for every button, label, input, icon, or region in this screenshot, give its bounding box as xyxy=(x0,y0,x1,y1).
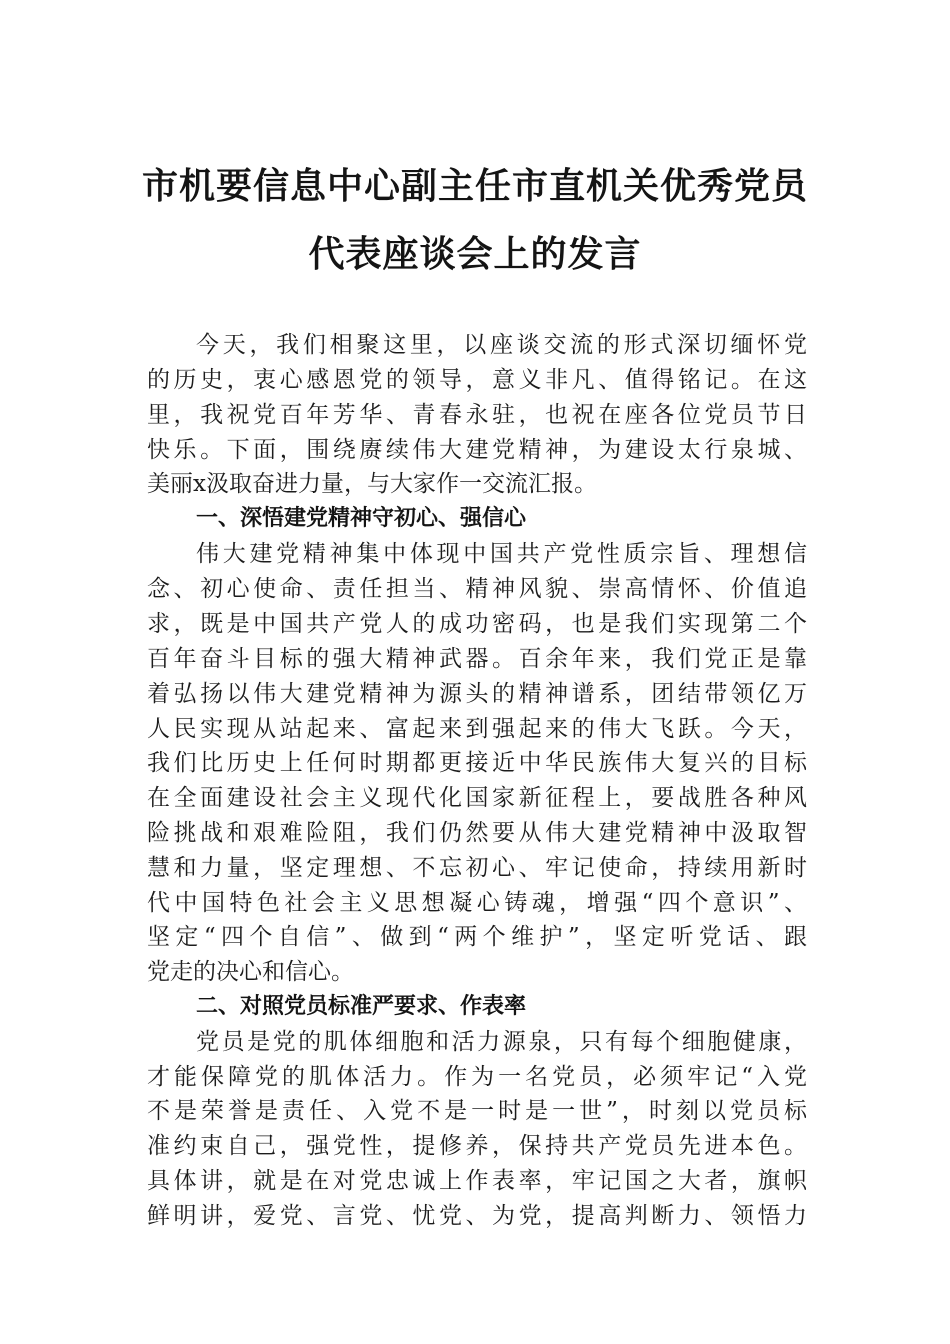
paragraph-1-line: 里，我祝党百年芳华、青春永驻，也祝在座各位党员节日 xyxy=(147,402,807,428)
paragraph-2-line: 我们比历史上任何时期都更接近中华民族伟大复兴的目标 xyxy=(147,750,807,776)
paragraph-3-line: 准约束自己，强党性，提修养，保持共产党员先进本色。 xyxy=(147,1133,807,1159)
paragraph-3-line: 才能保障党的肌体活力。作为一名党员，必须牢记“入党 xyxy=(147,1064,807,1090)
paragraph-2-line: 慧和力量，坚定理想、不忘初心、牢记使命，持续用新时 xyxy=(147,855,807,881)
paragraph-2-line: 坚定“四个自信”、做到“两个维护”，坚定听党话、跟 xyxy=(147,924,807,950)
paragraph-3-line: 具体讲，就是在对党忠诚上作表率，牢记国之大者，旗帜 xyxy=(147,1168,807,1194)
paragraph-2-line: 着弘扬以伟大建党精神为源头的精神谱系，团结带领亿万 xyxy=(147,681,807,707)
paragraph-2-line: 在全面建设社会主义现代化国家新征程上，要战胜各种风 xyxy=(147,785,807,811)
paragraph-3-line: 不是荣誉是责任、入党不是一时是一世”，时刻以党员标 xyxy=(147,1098,807,1124)
paragraph-2-line: 伟大建党精神集中体现中国共产党性质宗旨、理想信 xyxy=(196,541,807,567)
paragraph-1-line: 今天，我们相聚这里，以座谈交流的形式深切缅怀党 xyxy=(196,332,807,358)
paragraph-2-line: 人民实现从站起来、富起来到强起来的伟大飞跃。今天， xyxy=(147,716,807,742)
paragraph-1-line: 美丽x汲取奋进力量，与大家作一交流汇报。 xyxy=(147,471,597,497)
paragraph-3-line: 鲜明讲，爱党、言党、忧党、为党，提高判断力、领悟力 xyxy=(147,1203,807,1229)
paragraph-1-line: 快乐。下面，围绕赓续伟大建党精神，为建设太行泉城、 xyxy=(147,437,807,463)
section-heading-2: 二、对照党员标准严要求、作表率 xyxy=(196,994,527,1019)
paragraph-2-line: 百年奋斗目标的强大精神武器。百余年来，我们党正是靠 xyxy=(147,646,807,672)
paragraph-2-line: 念、初心使命、责任担当、精神风貌、崇高情怀、价值追 xyxy=(147,576,807,602)
paragraph-2-line: 党走的决心和信心。 xyxy=(147,959,354,985)
document-title-line-1: 市机要信息中心副主任市直机关优秀党员 xyxy=(141,165,808,207)
section-heading-1: 一、深悟建党精神守初心、强信心 xyxy=(196,506,527,531)
paragraph-2-line: 险挑战和艰难险阻，我们仍然要从伟大建党精神中汲取智 xyxy=(147,820,807,846)
paragraph-1-line: 的历史，衷心感恩党的领导，意义非凡、值得铭记。在这 xyxy=(147,367,807,393)
document-title-line-2: 代表座谈会上的发言 xyxy=(308,233,642,275)
paragraph-3-line: 党员是党的肌体细胞和活力源泉，只有每个细胞健康， xyxy=(196,1029,807,1055)
paragraph-2-line: 代中国特色社会主义思想凝心铸魂，增强“四个意识”、 xyxy=(147,890,807,916)
paragraph-2-line: 求，既是中国共产党人的成功密码，也是我们实现第二个 xyxy=(147,611,807,637)
